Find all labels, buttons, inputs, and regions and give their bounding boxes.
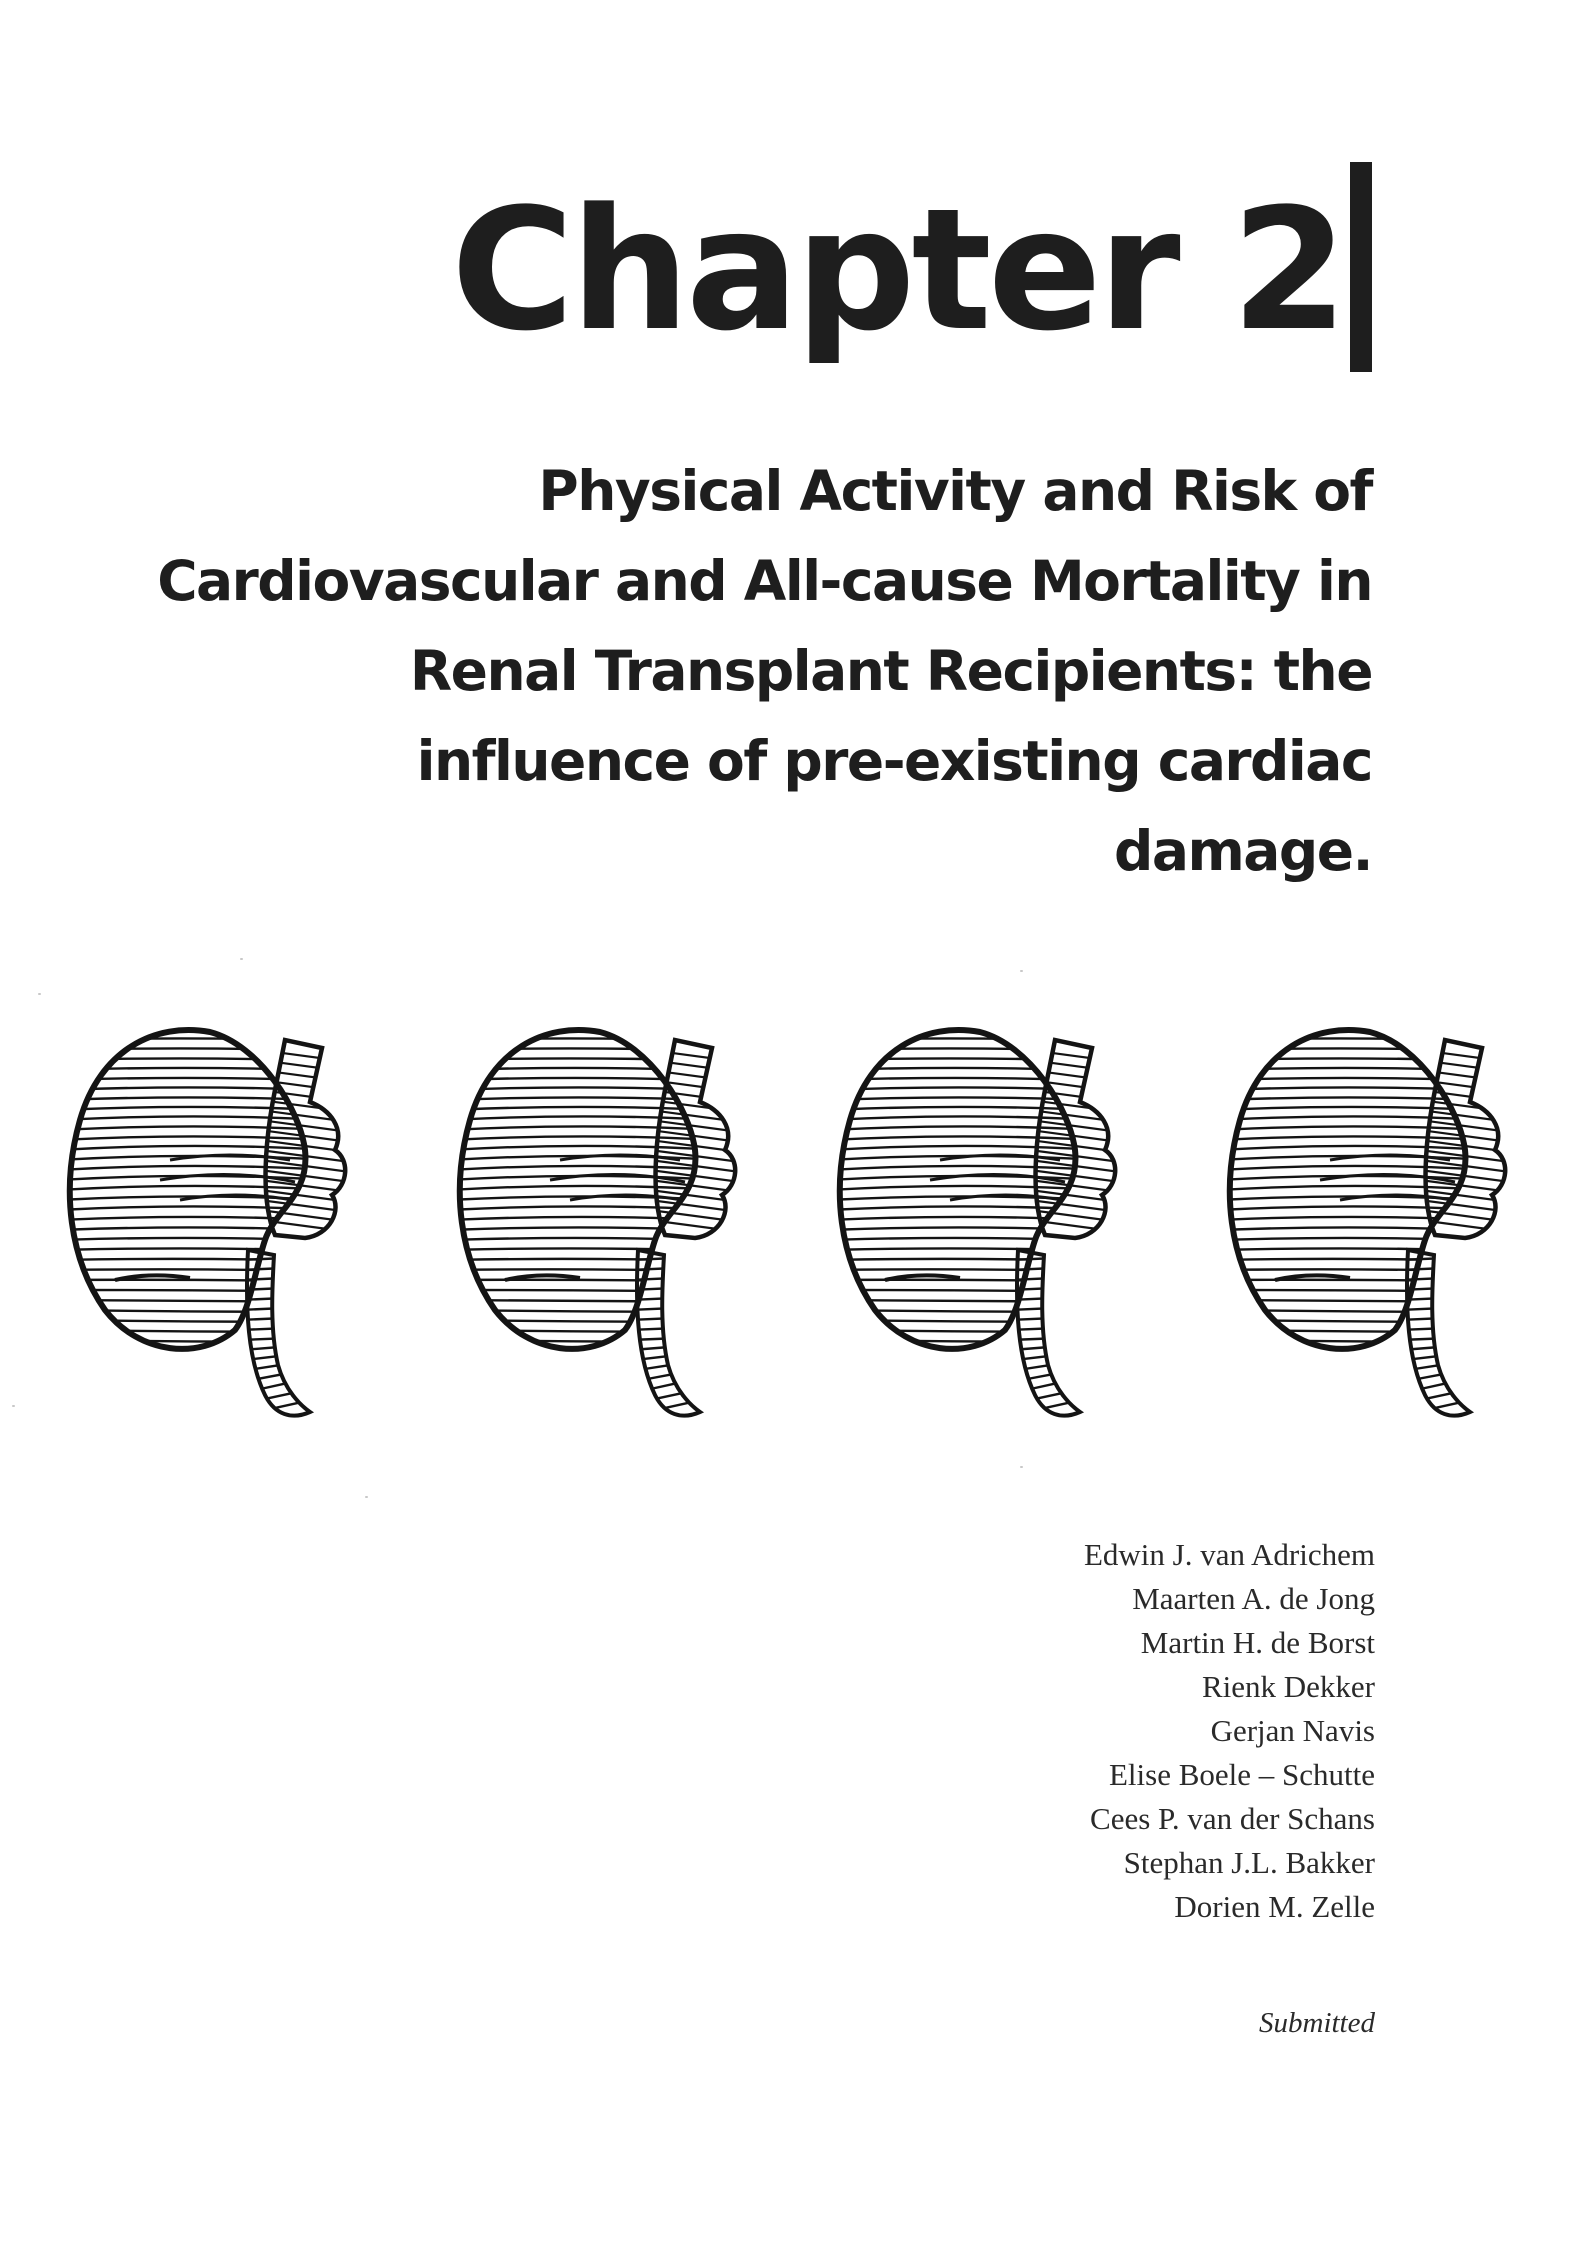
kidney-icon [60, 1010, 360, 1430]
kidney-illustration-row [60, 1010, 1510, 1430]
print-speck [1020, 1466, 1023, 1468]
author-name: Maarten A. de Jong [1132, 1581, 1375, 1616]
chapter-title-line: Physical Activity and Risk of [538, 459, 1372, 523]
chapter-title [72, 446, 1372, 896]
kidney-icon [1220, 1010, 1520, 1430]
author-name: Cees P. van der Schans [1090, 1801, 1375, 1836]
heading-bar-divider [1350, 162, 1372, 372]
chapter-title-line: Cardiovascular and All-cause Mortality in [157, 549, 1372, 613]
print-speck [1020, 970, 1023, 972]
print-speck [12, 1405, 15, 1407]
author-name: Stephan J.L. Bakker [1123, 1845, 1375, 1880]
chapter-title-line: Renal Transplant Recipients: the [409, 639, 1372, 703]
author-name: Martin H. de Borst [1140, 1625, 1375, 1660]
print-speck [240, 958, 243, 960]
author-name: Edwin J. van Adrichem [1083, 1537, 1375, 1572]
print-speck [38, 993, 41, 995]
chapter-title-line: damage. [1114, 819, 1372, 883]
chapter-title-line: influence of pre-existing cardiac [416, 729, 1372, 793]
author-list [1084, 1533, 1375, 1929]
kidney-icon [450, 1010, 750, 1430]
author-name: Gerjan Navis [1210, 1713, 1375, 1748]
chapter-heading-text: Chapter 2 [450, 172, 1344, 368]
publication-status: Submitted [1259, 2007, 1375, 2039]
chapter-heading [451, 160, 1372, 380]
kidney-icon [830, 1010, 1130, 1430]
print-speck [365, 1496, 368, 1498]
author-name: Elise Boele – Schutte [1108, 1757, 1375, 1792]
author-name: Dorien M. Zelle [1174, 1889, 1375, 1924]
author-name: Rienk Dekker [1201, 1669, 1375, 1704]
